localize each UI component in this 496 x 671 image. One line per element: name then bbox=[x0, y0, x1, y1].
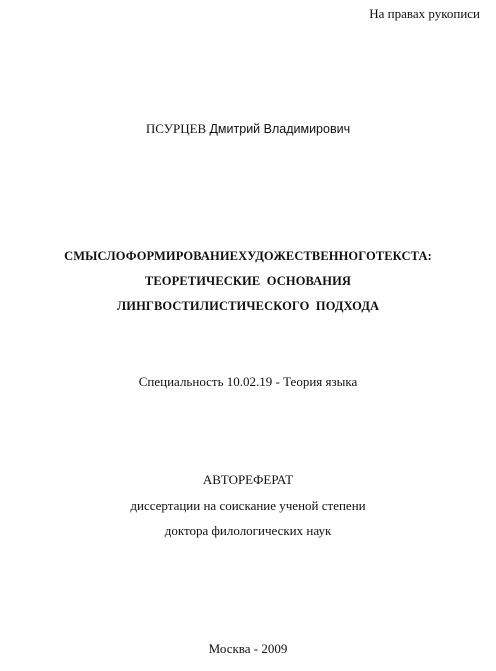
author-surname: ПСУРЦЕВ bbox=[145, 121, 207, 136]
dissertation-line-2: доктора филологических наук bbox=[164, 523, 332, 538]
document-type: АВТОРЕФЕРАТ bbox=[202, 472, 294, 487]
title-line-1: СМЫСЛОФОРМИРОВАНИЕХУДОЖЕСТВЕННОГОТЕКСТА: bbox=[64, 249, 432, 263]
title-line-3: ЛИНГВОСТИЛИСТИЧЕСКОГО ПОДХОДА bbox=[116, 299, 380, 313]
dissertation-line-1: диссертации на соискание ученой степени bbox=[130, 498, 366, 513]
city-year: Москва - 2009 bbox=[208, 641, 288, 656]
author-line bbox=[0, 121, 496, 137]
title-line-2: ТЕОРЕТИЧЕСКИЕ ОСНОВАНИЯ bbox=[144, 274, 352, 288]
author-name: Дмитрий Владимирович bbox=[209, 122, 351, 136]
rights-note: На правах рукописи bbox=[369, 6, 480, 21]
specialty-line: Специальность 10.02.19 - Теория языка bbox=[138, 374, 358, 389]
